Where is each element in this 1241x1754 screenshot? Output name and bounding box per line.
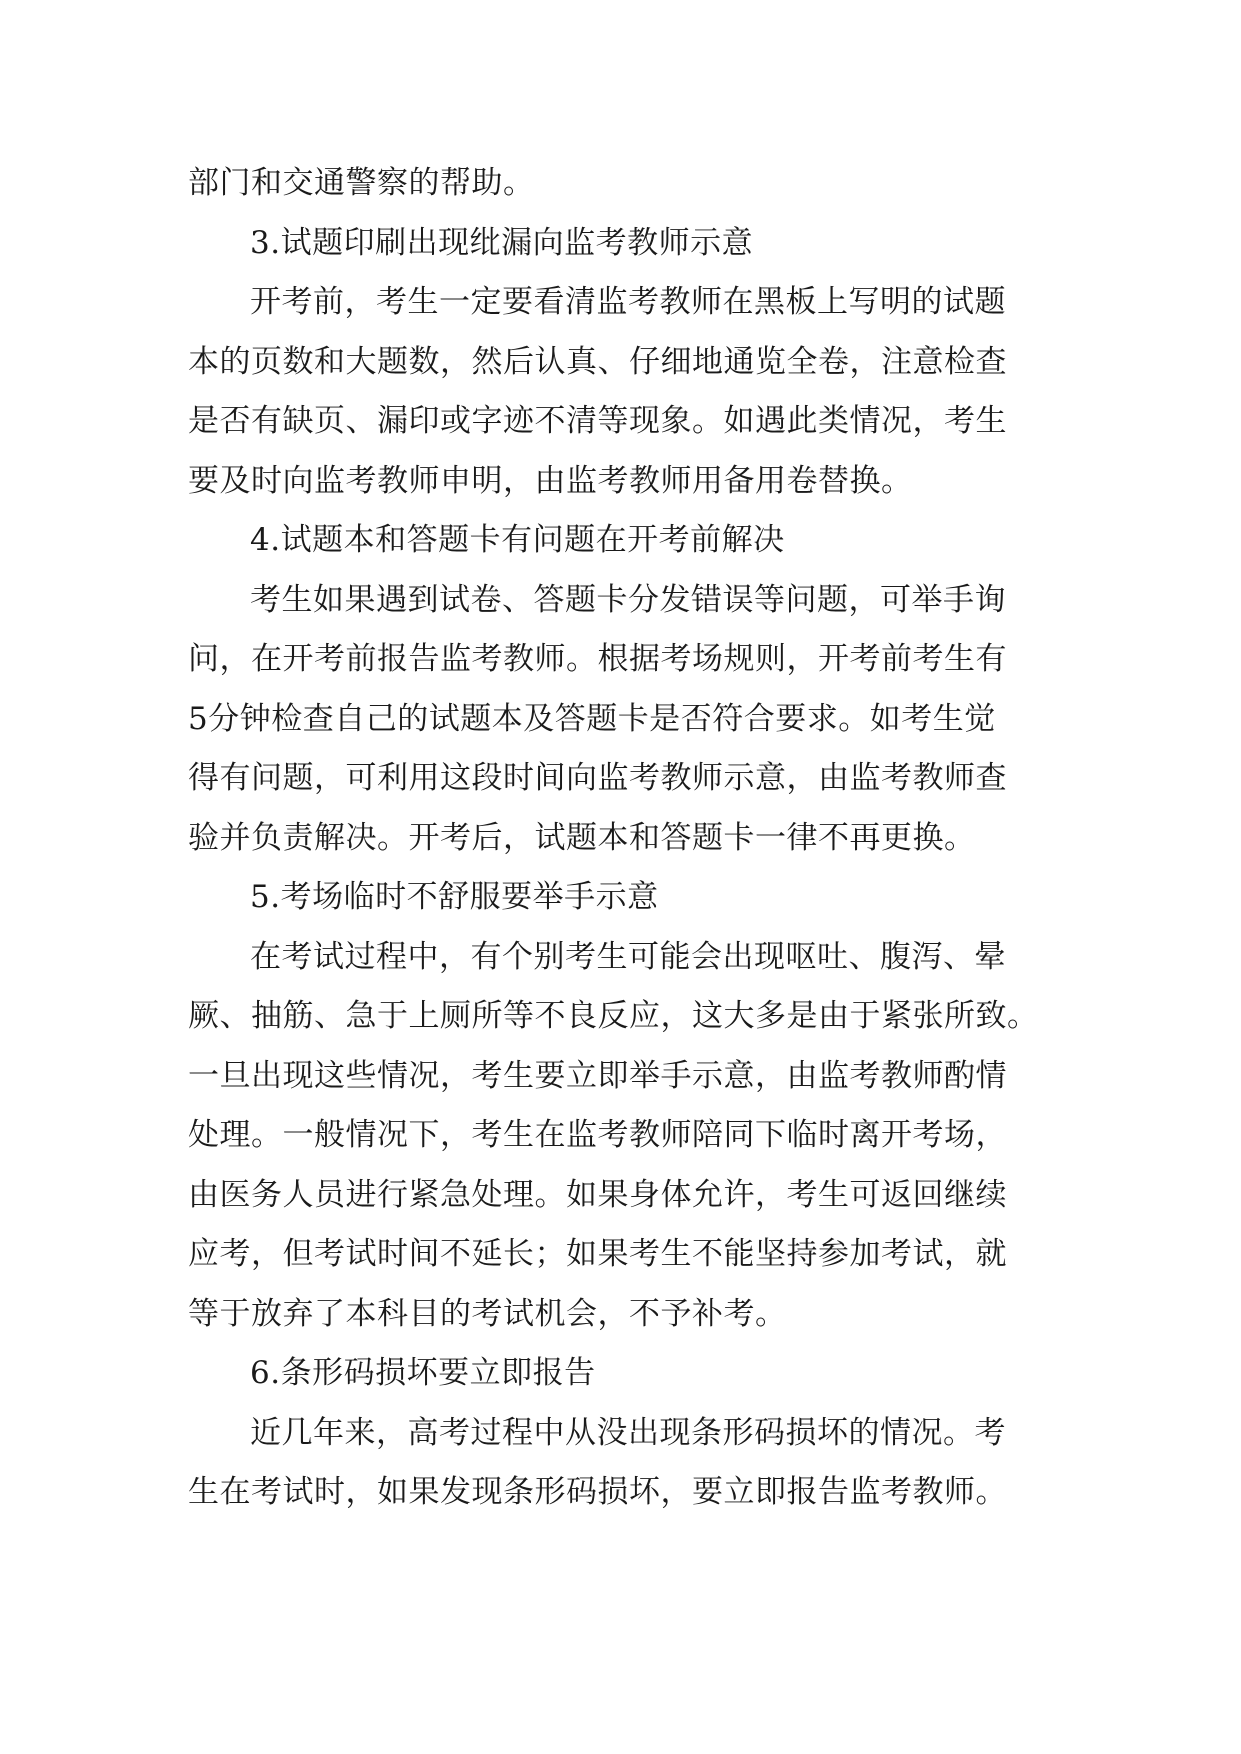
paragraph-line: 等于放弃了本科目的考试机会，不予补考。 <box>188 1295 787 1332</box>
paragraph-line: 由医务人员进行紧急处理。如果身体允许，考生可返回继续 <box>188 1176 1007 1213</box>
section-heading: 5.考场临时不舒服要举手示意 <box>250 879 659 915</box>
paragraph-line: 生在考试时，如果发现条形码损坏，要立即报告监考教师。 <box>188 1474 1007 1510</box>
section-heading: 3.试题印刷出现纰漏向监考教师示意 <box>250 224 754 261</box>
section-heading: 6.条形码损坏要立即报告 <box>250 1355 596 1391</box>
paragraph-line: 5分钟检查自己的试题本及答题卡是否符合要求。如考生觉 <box>188 700 996 737</box>
paragraph-line: 得有问题，可利用这段时间向监考教师示意，由监考教师查 <box>188 760 1007 796</box>
paragraph-line: 要及时向监考教师申明，由监考教师用备用卷替换。 <box>188 462 913 499</box>
paragraph-line: 在考试过程中，有个别考生可能会出现呕吐、腹泻、晕 <box>250 938 1006 975</box>
document-body <box>188 154 1068 1523</box>
paragraph-line: 近几年来，高考过程中从没出现条形码损坏的情况。考 <box>250 1414 1006 1451</box>
paragraph-line: 处理。一般情况下，考生在监考教师陪同下临时离开考场， <box>188 1117 1007 1153</box>
paragraph-line: 问，在开考前报告监考教师。根据考场规则，开考前考生有 <box>188 641 1007 677</box>
paragraph-line: 是否有缺页、漏印或字迹不清等现象。如遇此类情况，考生 <box>188 403 1007 439</box>
paragraph-line: 一旦出现这些情况，考生要立即举手示意，由监考教师酌情 <box>188 1057 1007 1094</box>
paragraph-line: 厥、抽筋、急于上厕所等不良反应，这大多是由于紧张所致。 <box>188 998 1039 1034</box>
paragraph-line: 开考前，考生一定要看清监考教师在黑板上写明的试题 <box>250 284 1006 320</box>
section-heading: 4.试题本和答题卡有问题在开考前解决 <box>250 522 785 558</box>
paragraph-line: 本的页数和大题数，然后认真、仔细地通览全卷，注意检查 <box>188 343 1007 380</box>
paragraph-line: 应考，但考试时间不延长；如果考生不能坚持参加考试，就 <box>188 1236 1007 1272</box>
paragraph-line: 部门和交通警察的帮助。 <box>188 165 535 201</box>
paragraph-line: 考生如果遇到试卷、答题卡分发错误等问题，可举手询 <box>250 581 1006 618</box>
paragraph-line: 验并负责解决。开考后，试题本和答题卡一律不再更换。 <box>188 819 976 856</box>
